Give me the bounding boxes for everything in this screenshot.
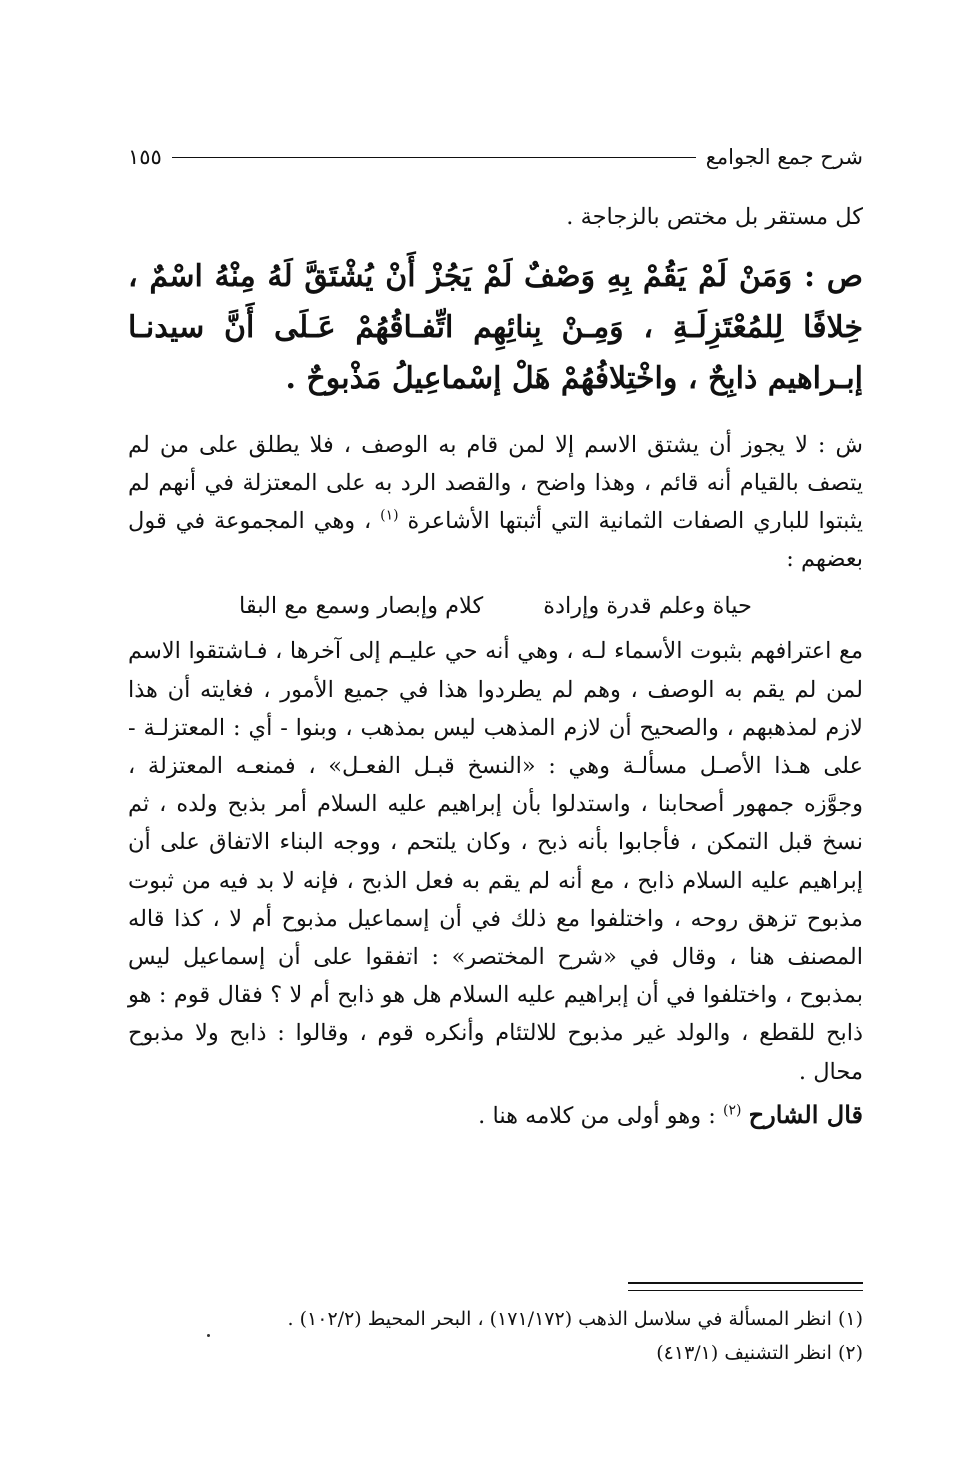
- poem-verse: [128, 586, 863, 626]
- running-title: شرح جمع الجوامع: [705, 145, 863, 169]
- matn-text: ص : وَمَنْ لَمْ يَقُمْ بِهِ وَصْفٌ لَمْ يَجُزْ أَنْ يُشْتَقَّ لَهُ مِنْهُ اسْمٌ ، خِلافًا لِلمُعْتَزِلَـةِ ، وَمِـنْ بِنائِهِم اتِّفـاقُهُمْ عَـلَى أَنَّ سيدنـا إبـراهيم ذابِحٌ ، واخْتِلافُهُمْ هَلْ إسْماعِيلُ مَذْبوحٌ .: [128, 258, 863, 396]
- opening-line: كل مستقر بل مختص بالزجاجة .: [566, 204, 863, 230]
- header-rule: [172, 157, 696, 158]
- scan-speck: [207, 1334, 210, 1337]
- verse-hemistich-2: كلام وإبصار وسمع مع البقا: [239, 593, 484, 620]
- running-header: [128, 140, 863, 174]
- sharh-paragraph-1: [128, 426, 863, 579]
- footnotes: [128, 1302, 863, 1370]
- footnote-marker-1: (١): [380, 507, 399, 524]
- closing-lead: قال الشارح: [748, 1099, 863, 1129]
- footnote-marker-2: (٢): [723, 1102, 742, 1119]
- sharh-text-1: ش : لا يجوز أن يشتق الاسم إلا لمن قام به الوصف ، فلا يطلق على من لم يتصف بالقيام أنه قائم ، وهذا واضح ، والقصد الرد به على المعتزلة في أنهم لم يثبتوا للباري الصفات الثمانية التي أثبتها الأشاعرة: [128, 431, 863, 534]
- sharh-text-1-end: ، وهي المجموعة في قول بعضهم :: [128, 507, 863, 573]
- footnote-2: (٢) انظر التشنيف (٤١٣/١): [656, 1342, 863, 1364]
- verse-hemistich-1: حياة وعلم قدرة وإرادة: [543, 593, 752, 620]
- footnote-1: (١) انظر المسألة في سلاسل الذهب (١٧١/١٧٢) ، البحر المحيط (١٠٢/٢) .: [287, 1308, 863, 1330]
- main-text: [128, 198, 863, 1136]
- page-number: ١٥٥: [128, 145, 162, 169]
- closing-line: [128, 1095, 863, 1136]
- footnote-divider: [628, 1282, 863, 1291]
- closing-rest: : وهو أولى من كلامه هنا .: [478, 1102, 716, 1129]
- sharh-paragraph-2: مع اعترافهم بثبوت الأسماء لـه ، وهي أنه حي عليـم إلى آخرها ، فـاشتقوا الاسم لمن لم يقم به الوصف ، وهم لم يطردوا هذا في جميع الأمور ، فغايته أن هذا لازم لمذهبهم ، والصحيح أن لازم المذهب ليس بمذهب ، وبنوا - أي : المعتزلـة - على هـذا الأصـل مسألـة وهي : «النسخ قبـل الفعـل» ، فمنعـه المعتزلة ، وجوَّزه جمهور أصحابنا ، واستدلوا بأن إبراهيم عليه السلام أمر بذبح ولده ، ثم نسخ قبل التمكن ، فأجابوا بأنه ذبح ، وكان يلتحم ، ووجه البناء الاتفاق على أن إبراهيم عليه السلام ذابح ، مع أنه لم يقم به فعل الذبح ، فإنه لا بد فيه من ثبوت مذبوح تزهق روحه ، واختلفوا مع ذلك في أن إسماعيل مذبوح أم لا ، كذا قاله المصنف هنا ، وقال في «شرح المختصر» : اتفقوا على أن إسماعيل ليس بمذبوح ، واختلفوا في أن إبراهيم عليه السلام هل هو ذابح أم لا ؟ فقال قوم : هو ذابح للقطع ، والولد غير مذبوح للالتئام وأنكره قوم ، وقالوا : ذابح ولا مذبوح محال .: [128, 638, 863, 1085]
